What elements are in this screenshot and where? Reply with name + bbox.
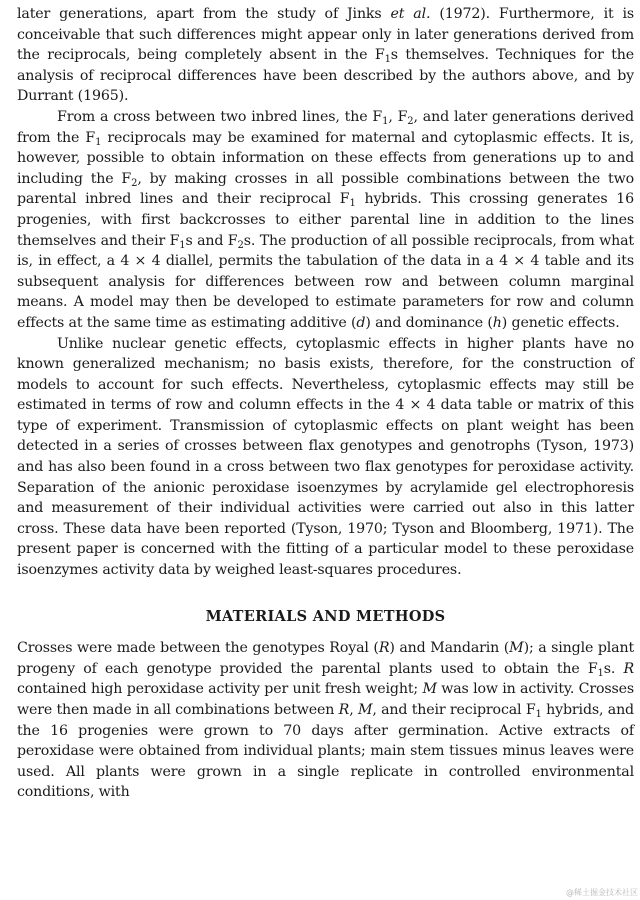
methods-text xyxy=(17,638,634,803)
subscript: 1 xyxy=(384,54,391,66)
text-run: , and later generations derived from the F xyxy=(17,108,634,146)
subscript: 2 xyxy=(237,239,244,251)
paragraph xyxy=(17,638,634,803)
italic-text: M xyxy=(509,640,524,657)
text-run: s. The production of all possible reciprocals, from what is, in effect, a 4 × 4 diallel, permits the tabulation of the data in a 4 × 4 table and its subsequent analysis for differences between row and between column marginal means. A model may then be developed to estimate parameters for row and column effects at the same time as estimating additive ( xyxy=(17,232,634,331)
text-run: s themselves. Techniques for the analysis of reciprocal differences have been described by the authors above, and by Durrant (1965). xyxy=(17,47,634,105)
subscript: 1 xyxy=(597,667,604,679)
watermark-text: @稀土掘金技术社区 xyxy=(566,888,638,897)
text-run: Crosses were made between the genotypes Royal ( xyxy=(17,640,379,657)
paragraph xyxy=(17,107,634,334)
subscript: 1 xyxy=(349,198,356,210)
text-run: ) and dominance ( xyxy=(365,314,493,331)
text-run: reciprocals may be examined for maternal and cytoplasmic effects. It is, however, possible to obtain information on these effects from generations up to and including the F xyxy=(17,129,634,187)
text-run: s. xyxy=(603,660,624,677)
document-page xyxy=(17,4,634,803)
italic-text: R xyxy=(338,702,350,718)
italic-text: M xyxy=(422,681,437,698)
text-run: , by making crosses in all possible combinations between the two parental inbred lines and their reciprocal F xyxy=(17,170,634,208)
text-run: Unlike nuclear genetic effects, cytoplasmic effects in higher plants have no known generalized mechanism; no basis exists, therefore, for the construction of models to account for such effects. Nevertheless, cytoplasmic effects may still be estimated in terms of row and column effects in the 4 × 4 data table or matrix of this type of experiment. Transmission of cytoplasmic effects on plant weight has been detected in a series of crosses between flax genotypes and genotrophs (Tyson, 1973) and has also been found in a cross between two flax genotypes for peroxidase activity. Separation of the anionic peroxidase isoenzymes by acrylamide gel electrophoresis and measurement of their individual activities were carried out also in this latter cross. These data have been reported (Tyson, 1970; Tyson and Bloomberg, 1971). The present paper is concerned with the fitting of a particular model to these peroxidase isoenzymes activity data by weighed least-squares procedures. xyxy=(17,335,634,579)
section-heading-materials-and-methods: MATERIALS AND METHODS xyxy=(205,607,446,625)
italic-text: h xyxy=(492,314,502,331)
paragraph xyxy=(17,334,634,581)
text-run: (1972). Furthermore, it is conceivable that such differences might appear only in later generations derived from the reciprocals, being completely absent in the F xyxy=(17,6,635,64)
subscript: 1 xyxy=(382,115,389,127)
italic-text: et al. xyxy=(390,6,431,22)
text-run: later generations, apart from the study of Jinks xyxy=(17,6,391,22)
italic-text: d xyxy=(356,314,366,331)
text-run: From a cross between two inbred lines, the F xyxy=(57,108,383,125)
text-run: hybrids. This crossing generates 16 progenies, with first backcrosses to either parental line in addition to the lines themselves and their F xyxy=(17,191,634,249)
text-run: , xyxy=(349,702,358,718)
subscript: 2 xyxy=(131,177,138,189)
text-run: contained high peroxidase activity per unit fresh weight; xyxy=(17,681,423,698)
text-run: ) genetic effects. xyxy=(501,314,620,331)
text-run: was low in activity. Crosses were then made in all combinations between xyxy=(17,681,634,718)
italic-text: R xyxy=(623,660,634,677)
text-run: s and F xyxy=(185,232,238,249)
text-run: ); a single plant progeny of each genotype provided the parental plants used to obtain the F xyxy=(17,640,635,677)
paragraph xyxy=(17,4,634,107)
text-run: hybrids, and the 16 progenies were grown to 70 days after germination. Active extracts of peroxidase were obtained from individual plants; main stem tissues minus leaves were used. All plants were grown in a single replicate in controlled environmental conditions, with xyxy=(17,702,634,801)
subscript: 2 xyxy=(407,115,414,127)
subscript: 1 xyxy=(95,136,102,148)
introduction-text xyxy=(17,4,634,581)
text-run: , and their reciprocal F xyxy=(372,702,536,718)
text-run: ) and Mandarin ( xyxy=(389,640,510,657)
italic-text: R xyxy=(378,640,390,657)
subscript: 1 xyxy=(179,239,186,251)
italic-text: M xyxy=(357,702,373,718)
subscript: 1 xyxy=(535,709,542,720)
text-run: , F xyxy=(388,108,408,125)
